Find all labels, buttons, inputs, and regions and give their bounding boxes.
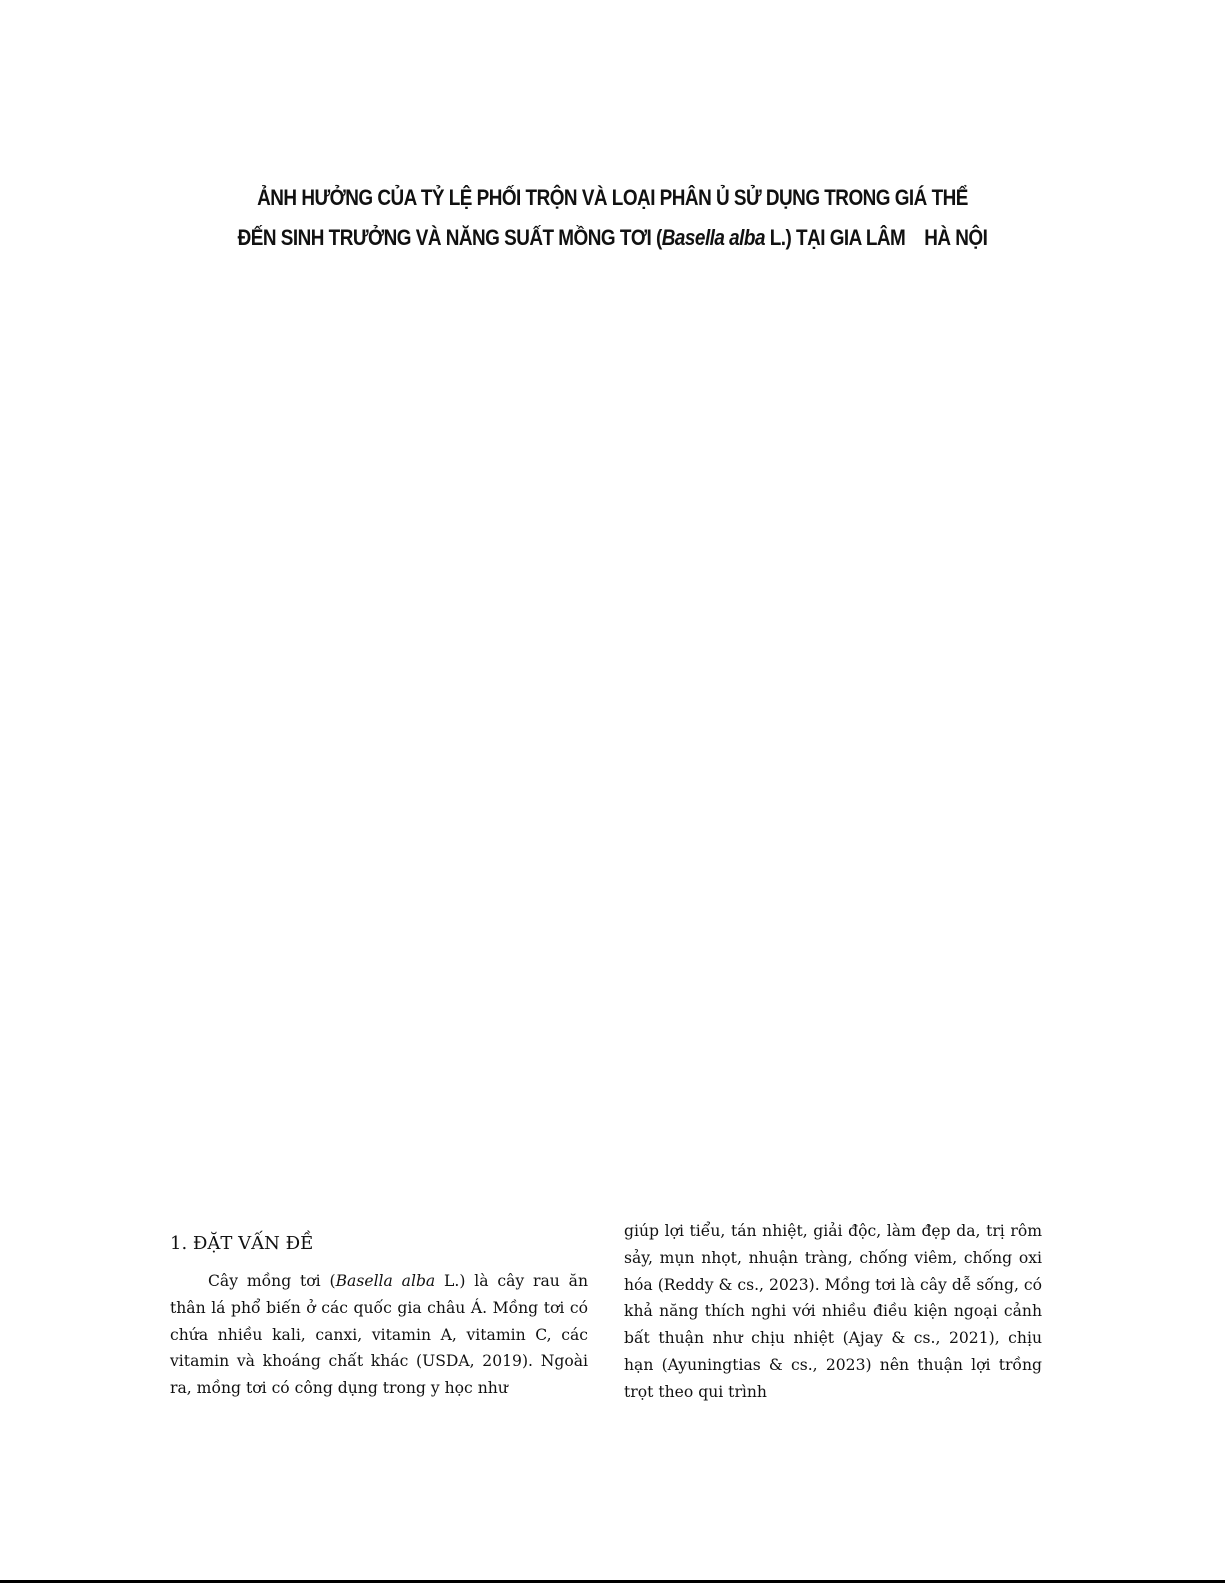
intro-text-rest: L.) là cây rau ăn thân lá phổ biến ở các quốc gia châu Á. Mồng tơi có chứa nhiều kali, canxi, vitamin A, vitamin C, các vitamin và khoáng chất khác (USDA, 2019). Ngoài ra, mồng tơi có công dụng trong y học như <box>170 1272 588 1398</box>
intro-species-name: Basella alba <box>335 1272 436 1290</box>
intro-paragraph <box>170 1268 588 1402</box>
title-species-name: Basella alba <box>661 225 765 250</box>
column-left <box>170 1230 588 1402</box>
title-line-1: ẢNH HƯỞNG CỦA TỶ LỆ PHỐI TRỘN VÀ LOẠI PHÂN Ủ SỬ DỤNG TRONG GIÁ THỂ <box>257 185 968 210</box>
intro-paragraph-continued: giúp lợi tiểu, tán nhiệt, giải độc, làm đẹp da, trị rôm sảy, mụn nhọt, nhuận tràng, chống viêm, chống oxi hóa (Reddy & cs., 2023). Mồng tơi là cây dễ sống, có khả năng thích nghi với nhiều điều kiện ngoại cảnh bất thuận như chịu nhiệt (Ajay & cs., 2021), chịu hạn (Ayuningtias & cs., 2023) nên thuận lợi trồng trọt theo qui trình <box>624 1222 1042 1401</box>
title-line-2 <box>86 218 1140 258</box>
title-line-2-end: L.) TẠI GIA LÂM HÀ NỘI <box>764 225 988 250</box>
article-title <box>86 178 1140 258</box>
page-bottom-rule <box>0 1580 1225 1583</box>
section-heading: 1. ĐẶT VẤN ĐỀ <box>170 1233 314 1254</box>
column-right <box>624 1218 1042 1406</box>
intro-text-start: Cây mồng tơi ( <box>208 1272 336 1290</box>
title-line-2-start: ĐẾN SINH TRƯỞNG VÀ NĂNG SUẤT MỒNG TƠI ( <box>237 225 662 250</box>
